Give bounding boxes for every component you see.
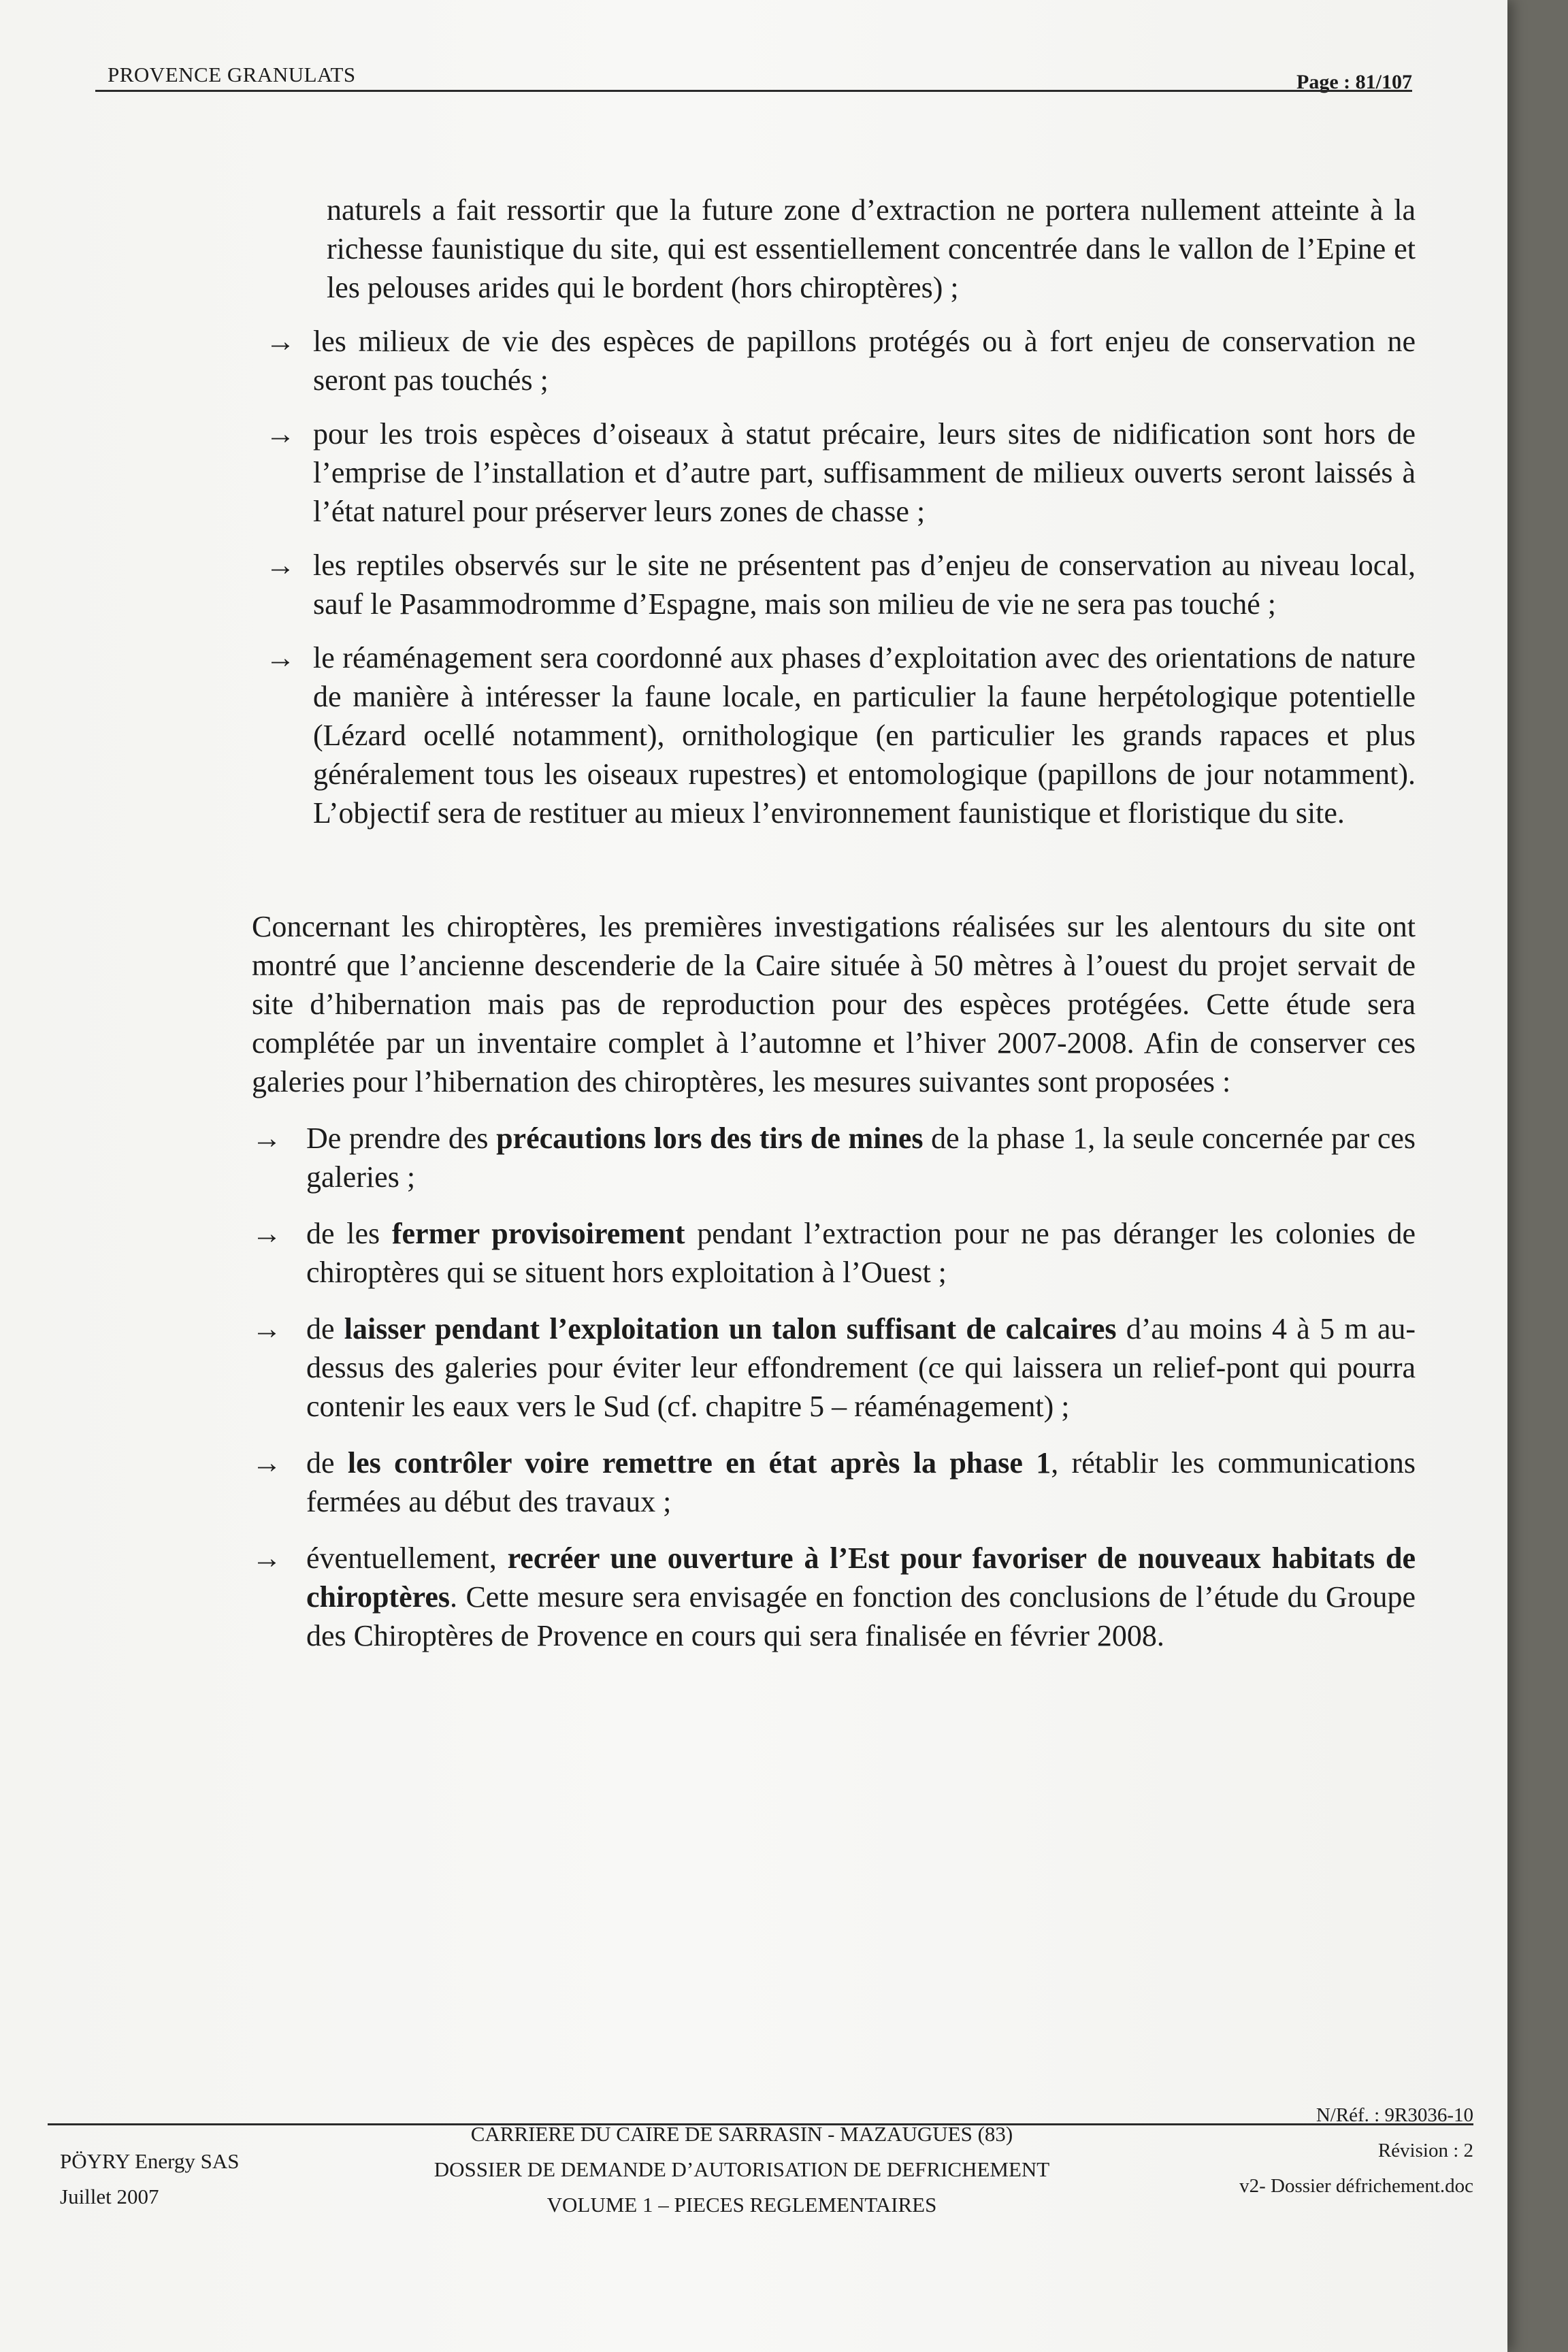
list-item-bold: recréer une ouverture à l’Est pour favoriser de nouveaux habitats de chiroptères (306, 1541, 1416, 1614)
footer-volume: VOLUME 1 – PIECES REGLEMENTAIRES (546, 2193, 937, 2217)
list-item (245, 546, 1416, 623)
list-item (252, 1214, 1416, 1292)
list-item-bold: laisser pendant l’exploitation un talon suffisant de calcaires (344, 1312, 1117, 1345)
arrow-icon: → (252, 1446, 282, 1480)
list-item-post: pendant l’extraction pour ne pas déranger les colonies de chiroptères qui se situent hors exploitation à l’Ouest ; (306, 1217, 1416, 1289)
page-footer (48, 2089, 1473, 2225)
list-item-text: pour les trois espèces d’oiseaux à statut précaire, leurs sites de nidification sont hors de l’emprise de l’installation et d’autre part, suffisamment de milieux ouverts seront laissés à l’état naturel pour préserver leurs zones de chasse ; (313, 417, 1416, 528)
body-content (245, 191, 1416, 1673)
list-item-post: d’au moins 4 à 5 m au-dessus des galeries pour éviter leur effondrement (ce qui laissera un relief-pont qui pourra contenir les eaux vers le Sud (cf. chapitre 5 – réaménagement) ; (306, 1312, 1416, 1423)
list-item-text: les reptiles observés sur le site ne présentent pas d’enjeu de conservation au niveau local, sauf le Pasammodromme d’Espagne, mais son milieu de vie ne sera pas touché ; (313, 549, 1416, 621)
footer-company: PÖYRY Energy SAS (60, 2149, 240, 2173)
list-item-pre: De prendre des (306, 1122, 497, 1155)
header-rule (95, 90, 1412, 92)
intro-continuation: naturels a fait ressortir que la future zone d’extraction ne portera nullement atteinte à la richesse faunistique du site, qui est essentiellement concentrée dans le vallon de l’Epine et les pelouses arides qui le bordent (hors chiroptères) ; (327, 193, 1416, 304)
footer-date: Juillet 2007 (60, 2185, 159, 2208)
list-item-pre: de les (306, 1217, 392, 1250)
list-item-bold: les contrôler voire remettre en état après la phase 1 (347, 1446, 1051, 1480)
list-item-text: les milieux de vie des espèces de papillons protégés ou à fort enjeu de conservation ne seront pas touchés ; (313, 325, 1416, 397)
list-item (252, 1309, 1416, 1426)
fauna-bullet-list (245, 322, 1416, 832)
footer-project: CARRIERE DU CAIRE DE SARRASIN - MAZAUGUES (83) (470, 2122, 1013, 2146)
arrow-icon: → (252, 1122, 282, 1155)
chiroptera-paragraph: Concernant les chiroptères, les premières investigations réalisées sur les alentours du site ont montré que l’ancienne descenderie de la Caire située à 50 mètres à l’ouest du projet servait de site d’hibernation mais pas de reproduction pour des espèces protégées. Cette étude sera complétée par un inventaire complet à l’automne et l’hiver 2007-2008. Afin de conserver ces galeries pour l’hibernation des chiroptères, les mesures suivantes sont proposées : (252, 910, 1416, 1098)
footer-revision: Révision : 2 (1377, 2140, 1473, 2161)
arrow-icon: → (252, 1541, 282, 1575)
page-header (95, 63, 1412, 103)
list-item-post: de la phase 1, la seule concernée par ces galeries ; (306, 1122, 1416, 1194)
list-item-bold: précautions lors des tirs de mines (496, 1122, 924, 1155)
header-company: PROVENCE GRANULATS (108, 63, 356, 86)
list-item (252, 1119, 1416, 1196)
list-item-bold: fermer provisoirement (391, 1217, 685, 1250)
list-item (252, 1443, 1416, 1521)
list-item (245, 414, 1416, 531)
list-item-text: le réaménagement sera coordonné aux phases d’exploitation avec des orientations de nature de manière à intéresser la faune locale, en particulier la faune herpétologique potentielle (Lézard ocellé notamment), ornithologique (en particulier les grands rapaces et plus généralement tous les oiseaux rupestres) et entomologique (papillons de jour notamment). L’objectif sera de restituer au mieux l’environnement faunistique et floristique du site. (313, 641, 1416, 830)
footer-reference: N/Réf. : 9R3036-10 (1316, 2104, 1473, 2126)
arrow-icon: → (265, 325, 295, 358)
list-item-pre: éventuellement, (306, 1541, 508, 1575)
measures-bullet-list (252, 1119, 1416, 1655)
arrow-icon: → (265, 549, 295, 582)
list-item-pre: de (306, 1312, 344, 1345)
arrow-icon: → (265, 417, 295, 451)
list-item-post: . Cette mesure sera envisagée en fonction des conclusions de l’étude du Groupe des Chiroptères de Provence en cours qui sera finalisée en février 2008. (306, 1580, 1416, 1652)
list-item (245, 322, 1416, 399)
arrow-icon: → (252, 1217, 282, 1250)
footer-filename: v2- Dossier défrichement.doc (1239, 2175, 1473, 2197)
header-page-number: Page : 81/107 (1296, 71, 1412, 93)
list-item-pre: de (306, 1446, 348, 1480)
footer-dossier: DOSSIER DE DEMANDE D’AUTORISATION DE DEFRICHEMENT (434, 2157, 1050, 2181)
arrow-icon: → (252, 1312, 282, 1345)
footer-right (1239, 2097, 1473, 2204)
list-item (252, 1539, 1416, 1655)
list-item-post: , rétablir les communications fermées au début des travaux ; (306, 1446, 1416, 1518)
list-item (245, 638, 1416, 832)
arrow-icon: → (265, 641, 295, 674)
footer-center (429, 2117, 1055, 2223)
footer-left (60, 2144, 240, 2215)
